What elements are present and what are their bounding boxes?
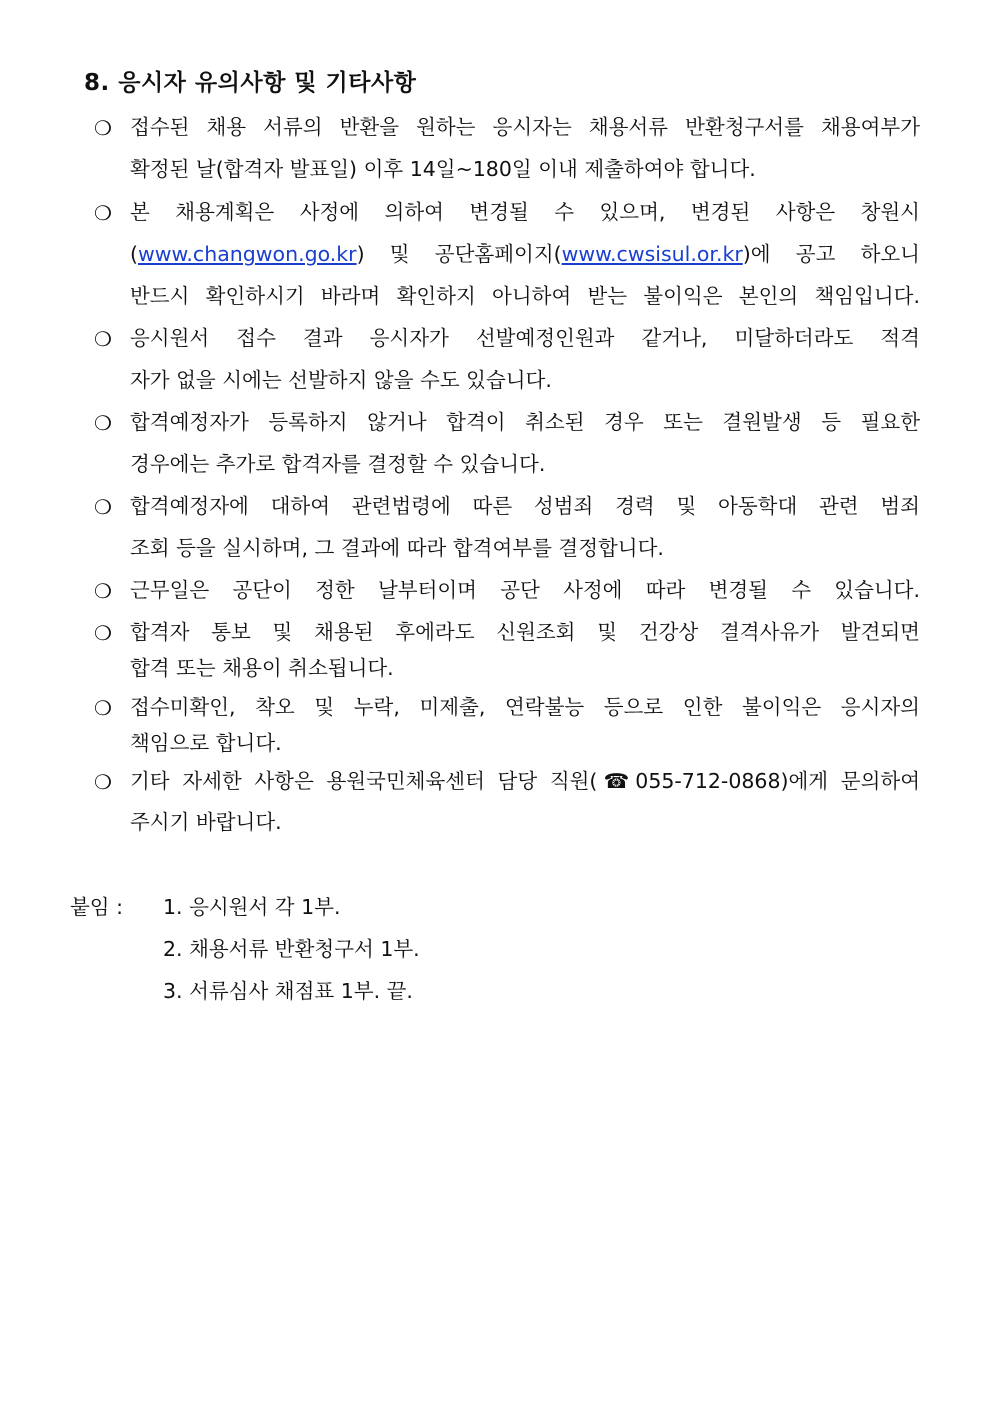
item-2-line-2-middle: ) 및 공단홈페이지( — [356, 242, 562, 266]
cwsisul-link[interactable]: www.cwsisul.or.kr — [561, 242, 743, 266]
item-7-line-2: 합격 또는 채용이 취소됩니다. — [130, 656, 394, 680]
item-4-line-2: 경우에는 추가로 합격자를 결정할 수 있습니다. — [130, 452, 546, 476]
item-1-line-1: 접수된 채용 서류의 반환을 원하는 응시자는 채용서류 반환청구서를 채용여부가 — [130, 115, 920, 139]
attachment-item-2: 2. 채용서류 반환청구서 1부. — [163, 937, 420, 961]
item-8-line-1: 접수미확인, 착오 및 누락, 미제출, 연락불능 등으로 인한 불이익은 응시자의 — [130, 695, 920, 719]
attachment-item-3: 3. 서류심사 채점표 1부. 끝. — [163, 979, 413, 1003]
item-2-line-2 — [130, 240, 920, 268]
bullet-icon: ❍ — [94, 411, 112, 435]
bullet-icon: ❍ — [94, 327, 112, 351]
item-4-line-1: 합격예정자가 등록하지 않거나 합격이 취소된 경우 또는 결원발생 등 필요한 — [130, 410, 920, 434]
changwon-link[interactable]: www.changwon.go.kr — [138, 242, 357, 266]
attachment-item-1: 1. 응시원서 각 1부. — [163, 895, 341, 919]
item-2-line-3: 반드시 확인하시기 바라며 확인하지 아니하여 받는 불이익은 본인의 책임입니다. — [130, 284, 920, 308]
bullet-icon: ❍ — [94, 201, 112, 225]
item-2-line-2-prefix: ( — [130, 242, 138, 266]
item-9-line-2: 주시기 바랍니다. — [130, 810, 282, 834]
bullet-icon: ❍ — [94, 116, 112, 140]
item-5-line-1: 합격예정자에 대하여 관련법령에 따른 성범죄 경력 및 아동학대 관련 범죄 — [130, 494, 920, 518]
bullet-icon: ❍ — [94, 696, 112, 720]
bullet-icon: ❍ — [94, 495, 112, 519]
item-2-line-1: 본 채용계획은 사정에 의하여 변경될 수 있으며, 변경된 사항은 창원시 — [130, 200, 920, 224]
bullet-icon: ❍ — [94, 579, 112, 603]
item-1-line-2: 확정된 날(합격자 발표일) 이후 14일~180일 이내 제출하여야 합니다. — [130, 157, 756, 181]
item-2-line-2-suffix: )에 공고 하오니 — [742, 242, 920, 266]
bullet-icon: ❍ — [94, 621, 112, 645]
item-5-line-2: 조회 등을 실시하며, 그 결과에 따라 합격여부를 결정합니다. — [130, 536, 664, 560]
section-heading: 8. 응시자 유의사항 및 기타사항 — [84, 70, 417, 96]
item-6-line-1: 근무일은 공단이 정한 날부터이며 공단 사정에 따라 변경될 수 있습니다. — [130, 578, 920, 602]
bullet-icon: ❍ — [94, 770, 112, 794]
item-8-line-2: 책임으로 합니다. — [130, 731, 282, 755]
item-3-line-2: 자가 없을 시에는 선발하지 않을 수도 있습니다. — [130, 368, 552, 392]
attachments-label: 붙임 : — [70, 895, 124, 919]
item-7-line-1: 합격자 통보 및 채용된 후에라도 신원조회 및 건강상 결격사유가 발견되면 — [130, 620, 920, 644]
item-3-line-1: 응시원서 접수 결과 응시자가 선발예정인원과 같거나, 미달하더라도 적격 — [130, 326, 920, 350]
item-9-line-1: 기타 자세한 사항은 용원국민체육센터 담당 직원(☎055-712-0868)에게 문의하여 — [130, 769, 920, 793]
